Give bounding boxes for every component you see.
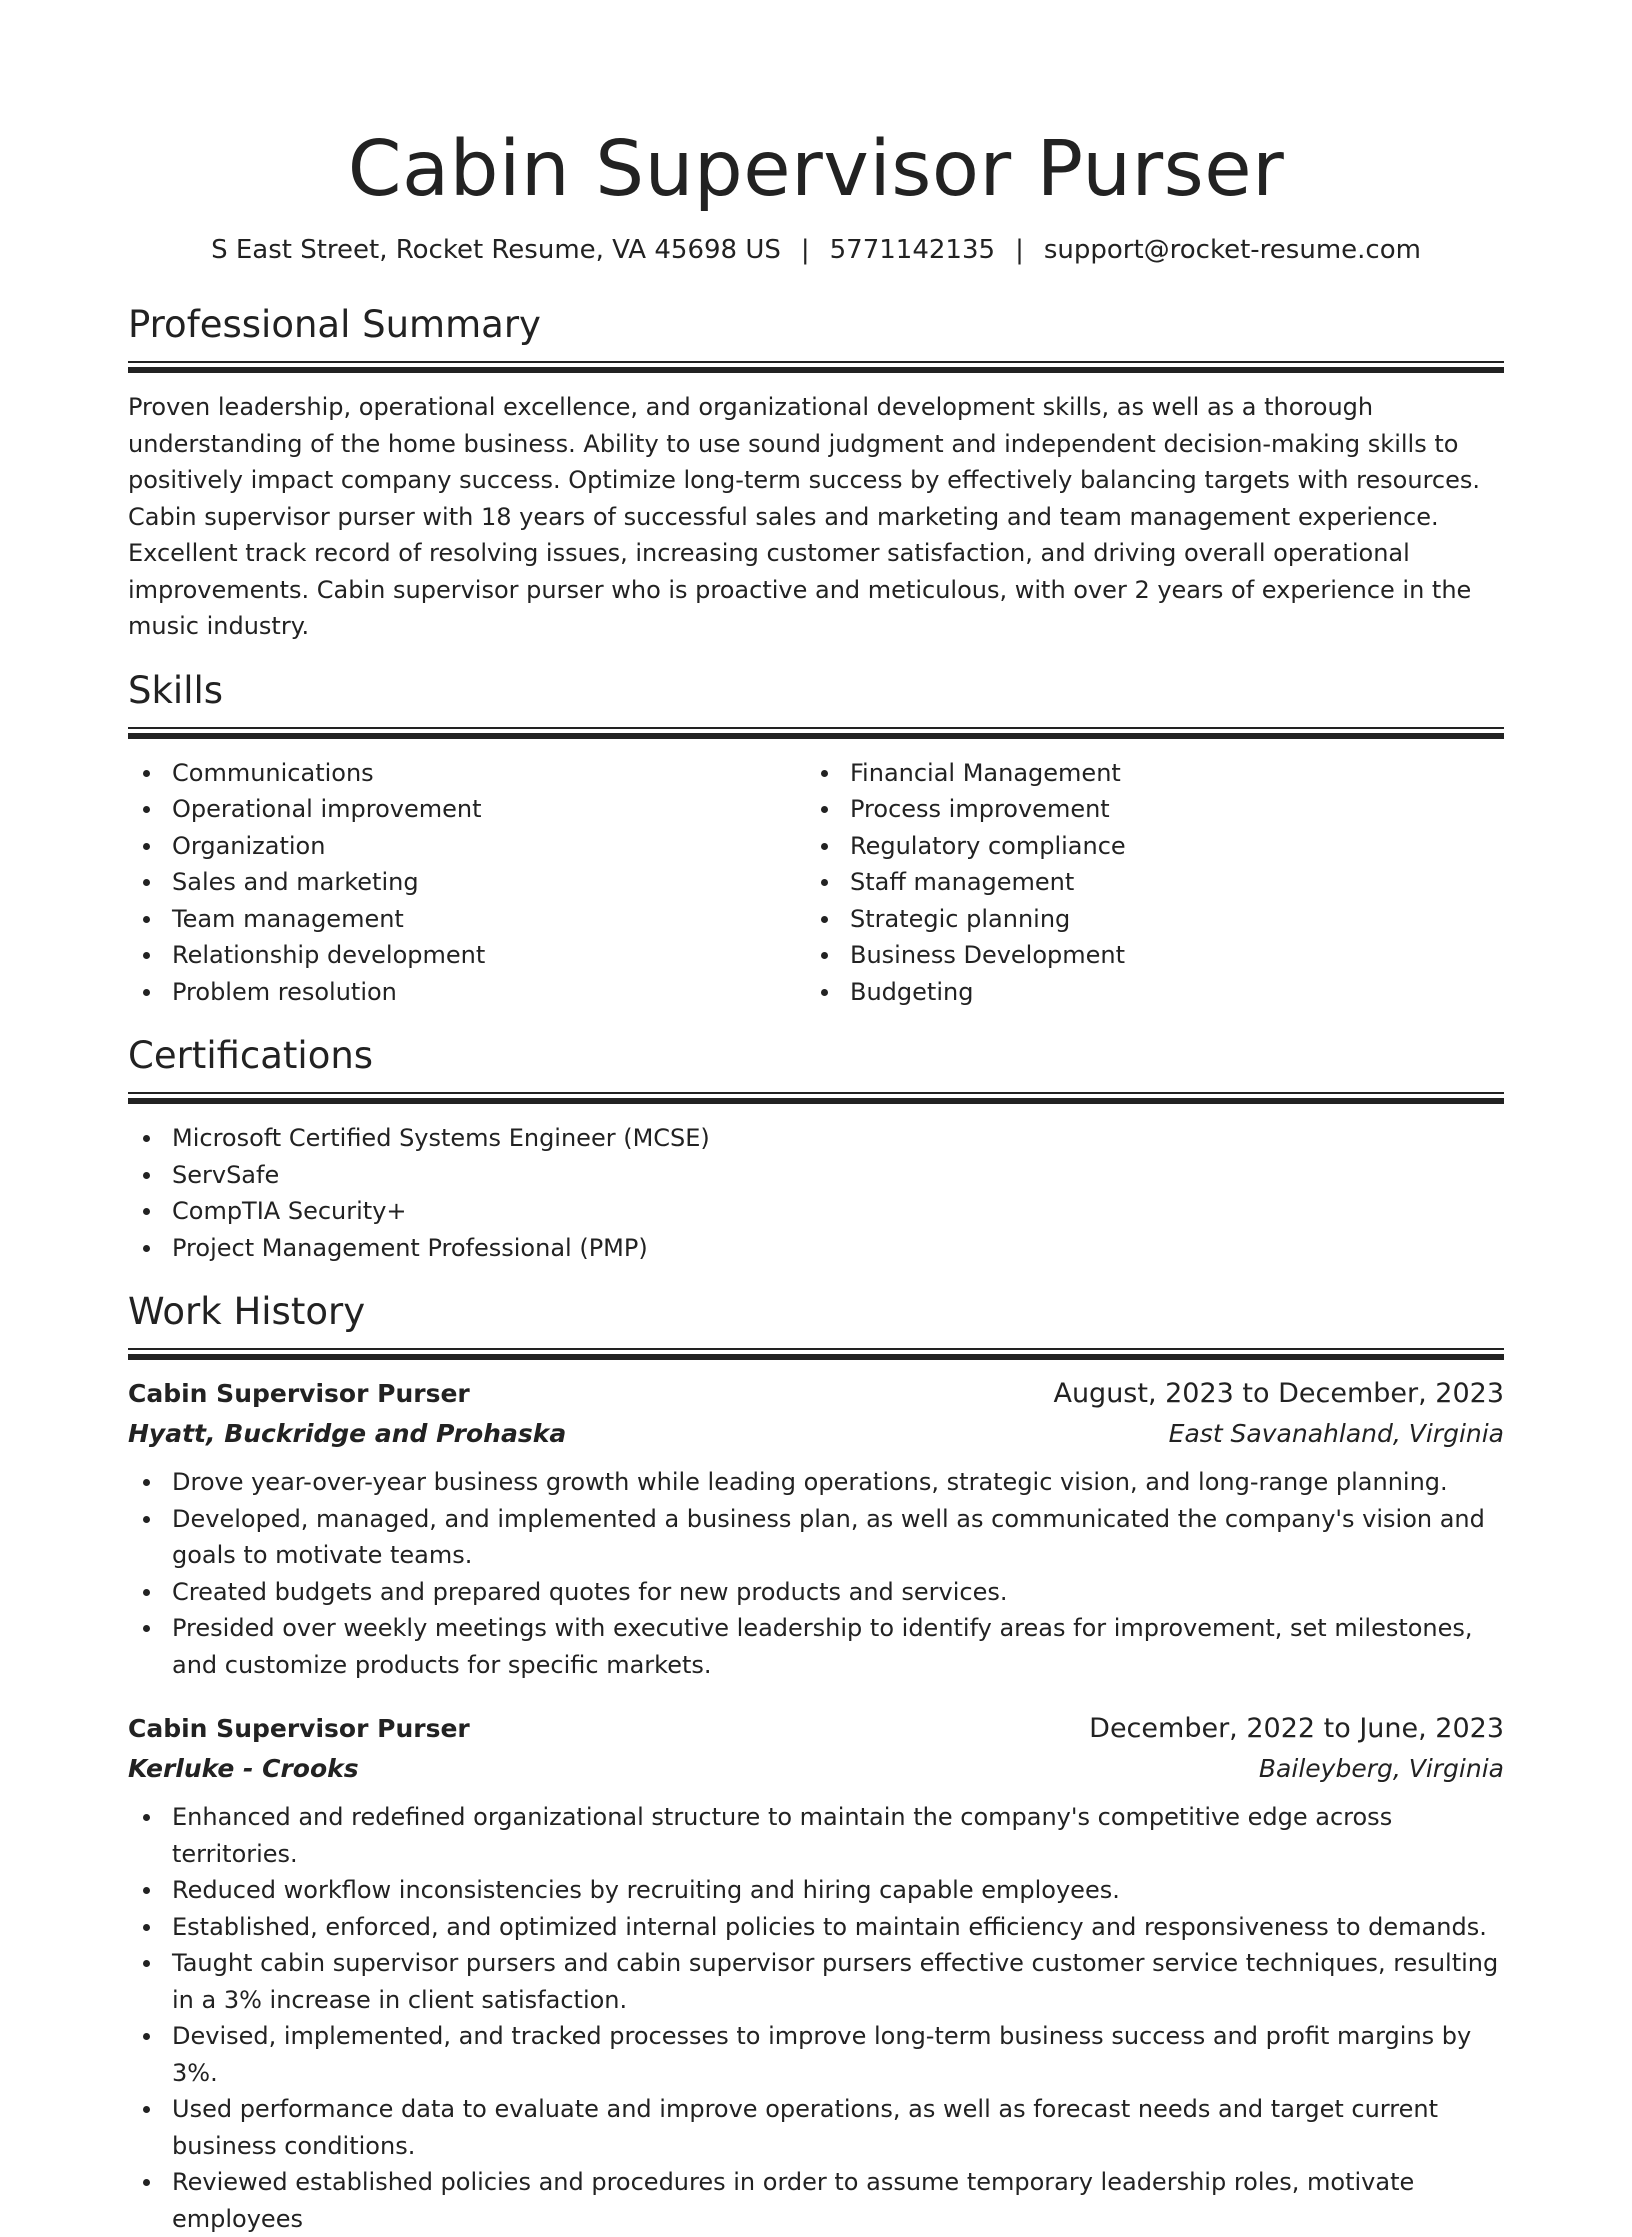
skill-item: Staff management <box>806 864 1484 901</box>
job-entry <box>128 1709 1504 2237</box>
job-title: Cabin Supervisor Purser <box>128 1714 470 1743</box>
job-header <box>128 1374 1504 1414</box>
certifications-list <box>128 1120 1504 1266</box>
contact-separator: | <box>1015 235 1024 265</box>
job-duty-item: Devised, implemented, and tracked processes to improve long-term business success and profit margins by 3%. <box>128 2018 1504 2091</box>
section-divider <box>128 1092 1504 1104</box>
job-header <box>128 1709 1504 1749</box>
job-duty-item: Established, enforced, and optimized internal policies to maintain efficiency and responsiveness to demands. <box>128 1909 1504 1946</box>
skill-item: Communications <box>128 755 806 792</box>
job-duties <box>128 1799 1504 2237</box>
job-duty-item: Drove year-over-year business growth while leading operations, strategic vision, and long-range planning. <box>128 1464 1504 1501</box>
job-duty-item: Created budgets and prepared quotes for new products and services. <box>128 1574 1504 1611</box>
job-duty-item: Enhanced and redefined organizational structure to maintain the company's competitive edge across territories. <box>128 1799 1504 1872</box>
work-history-section <box>128 1288 1504 2237</box>
skills-list-right <box>806 755 1484 1011</box>
summary-section <box>128 301 1504 645</box>
contact-phone: 5771142135 <box>829 235 996 265</box>
section-divider <box>128 361 1504 373</box>
certification-item: Microsoft Certified Systems Engineer (MCSE) <box>128 1120 1504 1157</box>
section-title-work-history: Work History <box>128 1290 366 1333</box>
skill-item: Strategic planning <box>806 901 1484 938</box>
job-company: Hyatt, Buckridge and Prohaska <box>128 1419 567 1448</box>
contact-address: S East Street, Rocket Resume, VA 45698 US <box>211 235 781 265</box>
skill-item: Process improvement <box>806 791 1484 828</box>
certification-item: Project Management Professional (PMP) <box>128 1230 1504 1267</box>
skill-item: Business Development <box>806 937 1484 974</box>
job-duty-item: Used performance data to evaluate and improve operations, as well as forecast needs and target current business conditions. <box>128 2091 1504 2164</box>
job-dates: December, 2022 to June, 2023 <box>1089 1713 1504 1744</box>
job-company: Kerluke - Crooks <box>128 1754 359 1783</box>
job-duty-item: Developed, managed, and implemented a business plan, as well as communicated the company's vision and goals to motivate teams. <box>128 1501 1504 1574</box>
section-title-certifications: Certifications <box>128 1034 374 1077</box>
certifications-section <box>128 1032 1504 1266</box>
skill-item: Sales and marketing <box>128 864 806 901</box>
job-title: Cabin Supervisor Purser <box>128 1379 470 1408</box>
resume-name: Cabin Supervisor Purser <box>347 125 1285 214</box>
skill-item: Problem resolution <box>128 974 806 1011</box>
job-subheader <box>128 1414 1504 1454</box>
job-location: East Savanahland, Virginia <box>1168 1419 1504 1448</box>
contact-line <box>128 232 1504 268</box>
skill-item: Organization <box>128 828 806 865</box>
section-title-skills: Skills <box>128 668 224 712</box>
job-duties <box>128 1464 1504 1683</box>
skill-item: Budgeting <box>806 974 1484 1011</box>
skills-section <box>128 667 1504 1011</box>
job-subheader <box>128 1749 1504 1789</box>
job-duty-item: Presided over weekly meetings with executive leadership to identify areas for improvement, set milestones, and customize products for specific markets. <box>128 1610 1504 1683</box>
skill-item: Relationship development <box>128 937 806 974</box>
job-duty-item: Reviewed established policies and procedures in order to assume temporary leadership roles, motivate employees <box>128 2164 1504 2237</box>
job-duty-item: Reduced workflow inconsistencies by recruiting and hiring capable employees. <box>128 1872 1504 1909</box>
contact-separator: | <box>800 235 810 265</box>
skill-item: Operational improvement <box>128 791 806 828</box>
job-duty-item: Taught cabin supervisor pursers and cabin supervisor pursers effective customer service techniques, resulting in a 3% increase in client satisfaction. <box>128 1945 1504 2018</box>
skill-item: Financial Management <box>806 755 1484 792</box>
skill-item: Regulatory compliance <box>806 828 1484 865</box>
section-divider <box>128 1348 1504 1360</box>
resume-page <box>128 0 1504 2233</box>
section-divider <box>128 727 1504 739</box>
certification-item: CompTIA Security+ <box>128 1193 1504 1230</box>
certification-item: ServSafe <box>128 1157 1504 1194</box>
section-title-summary: Professional Summary <box>128 303 541 346</box>
skills-columns <box>128 755 1504 1011</box>
job-entry <box>128 1374 1504 1683</box>
job-dates: August, 2023 to December, 2023 <box>1053 1378 1504 1409</box>
contact-email[interactable]: support@rocket-resume.com <box>1043 235 1421 265</box>
skill-item: Team management <box>128 901 806 938</box>
summary-text: Proven leadership, operational excellence, and organizational development skills, as well as a thorough understanding of the home business. Ability to use sound judgment and independent decision-making skills to positively impact company success. Optimize long-term success by effectively balancing targets with resources. Cabin supervisor purser with 18 years of successful sales and marketing and team management experience. Excellent track record of resolving issues, increasing customer satisfaction, and driving overall operational improvements. Cabin supervisor purser who is proactive and meticulous, with over 2 years of experience in the music industry. <box>128 393 1481 640</box>
skills-list-left <box>128 755 806 1011</box>
job-location: Baileyberg, Virginia <box>1258 1754 1504 1783</box>
